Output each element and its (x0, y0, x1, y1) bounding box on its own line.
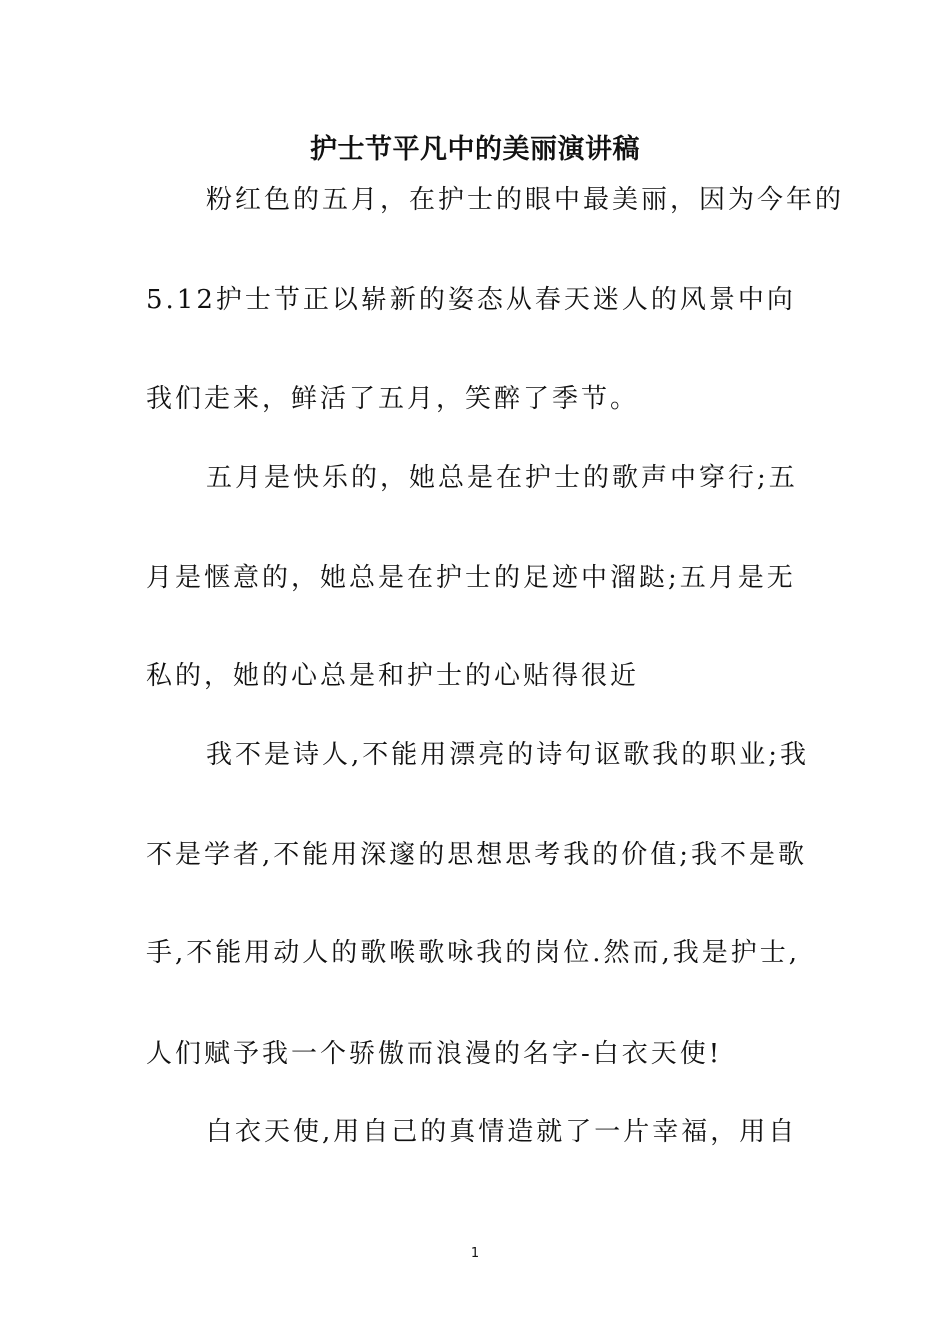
paragraph-line: 我们走来，鲜活了五月，笑醉了季节。 (146, 384, 640, 414)
document-title: 护士节平凡中的美丽演讲稿 (310, 134, 640, 165)
page-number: 1 (470, 1246, 480, 1261)
paragraph-line: 人们赋予我一个骄傲而浪漫的名字-白衣天使! (146, 1039, 723, 1069)
paragraph-line: 手,不能用动人的歌喉歌咏我的岗位.然而,我是护士, (146, 938, 801, 968)
paragraph-line: 私的，她的心总是和护士的心贴得很近 (146, 661, 640, 691)
paragraph-line: 五月是快乐的，她总是在护士的歌声中穿行;五 (206, 463, 798, 493)
paragraph-line: 月是惬意的，她总是在护士的足迹中溜跶;五月是无 (146, 563, 796, 593)
paragraph-line: 粉红色的五月，在护士的眼中最美丽，因为今年的 (206, 185, 845, 215)
paragraph-line: 我不是诗人,不能用漂亮的诗句讴歌我的职业;我 (206, 740, 810, 770)
paragraph-line: 不是学者,不能用深邃的思想思考我的价值;我不是歌 (146, 840, 808, 870)
paragraph-line: 5.12护士节正以崭新的姿态从春天迷人的风景中向 (146, 285, 796, 315)
paragraph-line: 白衣天使,用自己的真情造就了一片幸福，用自 (206, 1117, 798, 1147)
